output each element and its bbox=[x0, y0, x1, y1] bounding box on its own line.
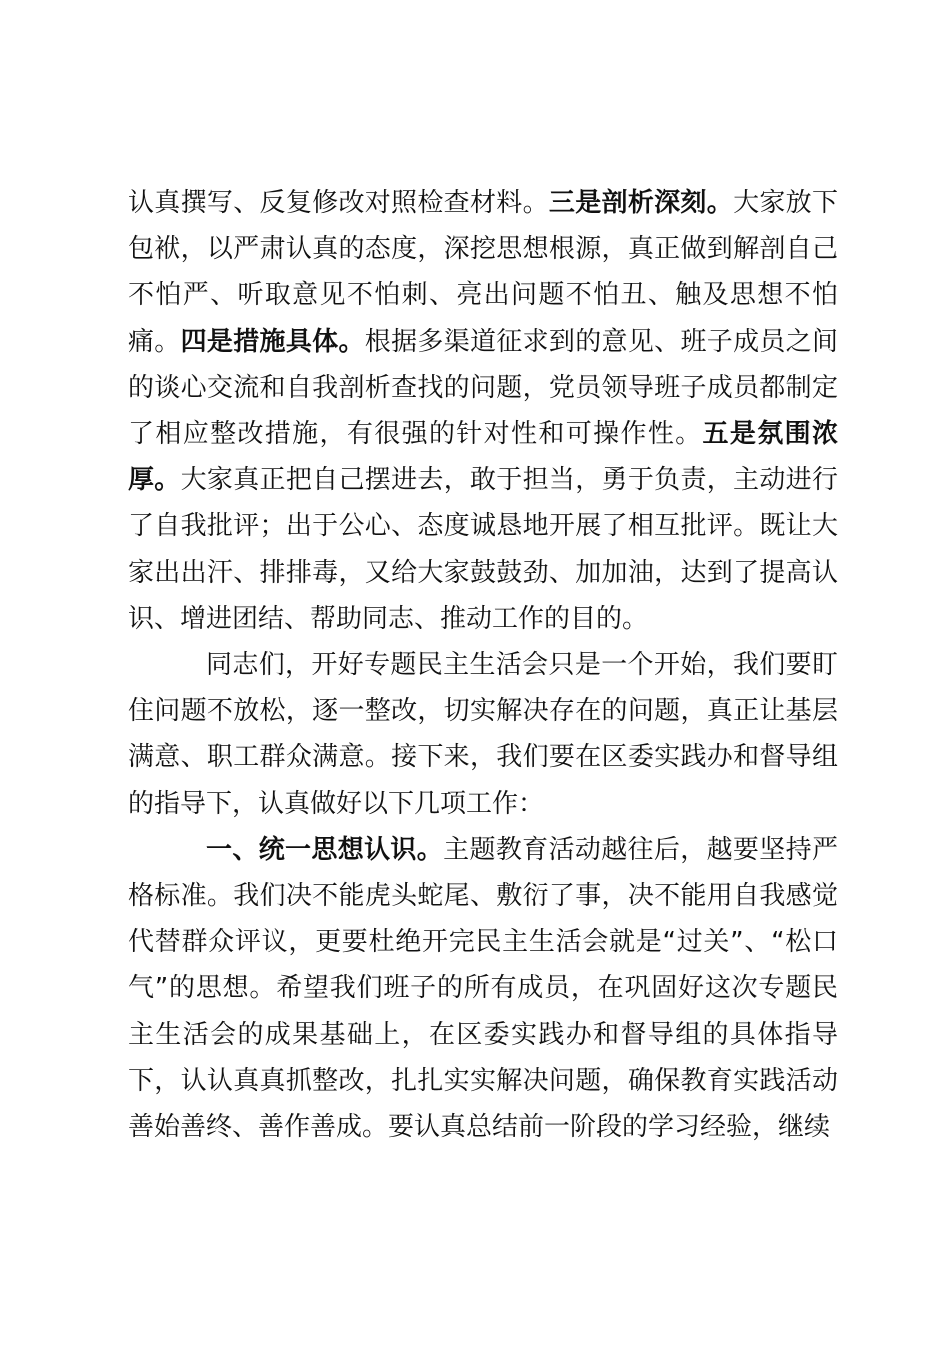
text-run: 主题教育活动越往后，越要坚持严格标准。我们决不能虎头蛇尾、敷衍了事，决不能用自我感觉代替群众评议，更要杜绝开完民主生活会就是“过关”、“松口气”的思想。希望我们班子的所有成员，在巩固好这次专题民主生活会的成果基础上，在区委实践办和督导组的具体指导下，认认真真抓整改，扎扎实实解决问题，确保教育实践活动善始善终、善作善成。要认真总结前一阶段的学习经验，继续 bbox=[128, 834, 838, 1143]
body-text bbox=[128, 180, 838, 1150]
text-run: 根据多渠道征求到的意见、班子成员之间的谈心交流和自我剖析查找的问题，党员领导班子成员都制定了相应整改措施，有很强的针对性和可操作性。 bbox=[128, 326, 838, 450]
paragraph-2 bbox=[128, 642, 838, 827]
paragraph-1 bbox=[128, 180, 838, 642]
bold-heading-4: 四是措施具体。 bbox=[180, 326, 365, 357]
section-heading-1: 一、统一思想认识。 bbox=[206, 834, 444, 865]
text-run: 大家真正把自己摆进去，敢于担当，勇于负责，主动进行了自我批评；出于公心、态度诚恳地开展了相互批评。既让大家出出汗、排排毒，又给大家鼓鼓劲、加加油，达到了提高认识、增进团结、帮助同志、推动工作的目的。 bbox=[128, 465, 838, 634]
text-run: 大家放下包袱，以严肃认真的态度，深挖思想根源，真正做到解剖自己不怕严、听取意见不怕刺、亮出问题不怕丑、触及思想不怕痛。 bbox=[128, 188, 838, 357]
text-run: 同志们，开好专题民主生活会只是一个开始，我们要盯住问题不放松，逐一整改，切实解决存在的问题，真正让基层满意、职工群众满意。接下来，我们要在区委实践办和督导组的指导下，认真做好以下几项工作： bbox=[128, 650, 838, 819]
text-run: 认真撰写、反复修改对照检查材料。 bbox=[128, 188, 549, 218]
bold-heading-5: 五是氛围浓厚。 bbox=[128, 419, 838, 496]
paragraph-3 bbox=[128, 827, 838, 1150]
bold-heading-3: 三是剖析深刻。 bbox=[548, 188, 734, 218]
